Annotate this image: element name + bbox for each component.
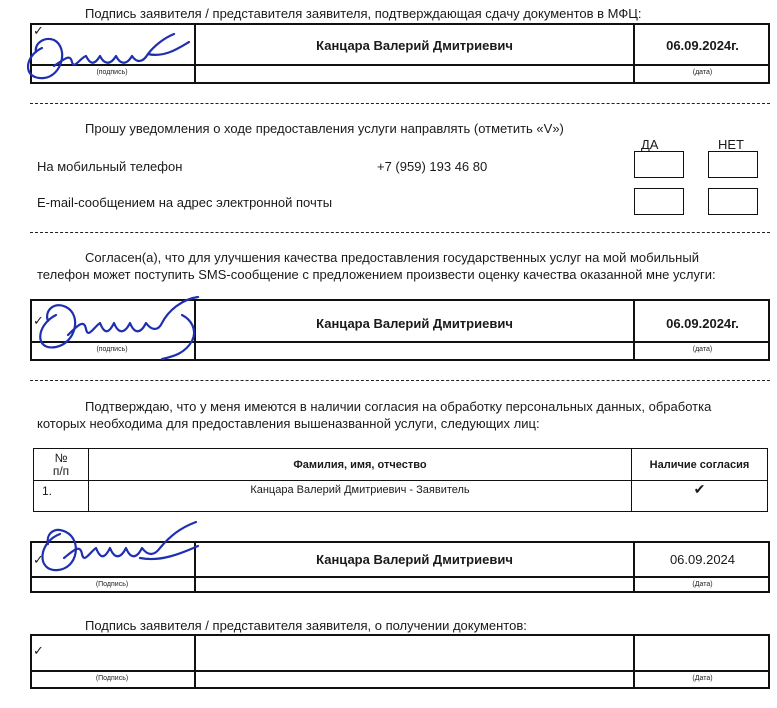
signature-caption: (Подпись) <box>95 581 129 588</box>
consent-table <box>33 448 768 512</box>
sign-date: 06.09.2024 <box>669 552 736 567</box>
row-num: 1. <box>34 481 89 512</box>
sign-date: 06.09.2024г. <box>666 316 739 331</box>
checkmark: ✓ <box>33 643 44 658</box>
date-caption: (дата) <box>692 346 713 353</box>
table-row <box>34 481 768 512</box>
applicant-name: Канцара Валерий Дмитриевич <box>316 552 513 567</box>
applicant-name: Канцара Валерий Дмитриевич <box>316 316 513 331</box>
applicant-name: Канцара Валерий Дмитриевич <box>316 38 513 53</box>
phone-yes-checkbox[interactable] <box>634 151 684 178</box>
col-num-header: № п/п <box>34 449 89 481</box>
sms-consent-text-line2: телефон может поступить SMS-сообщение с предложением произвести оценку качества оказанной мне услуги: <box>37 267 716 282</box>
email-no-checkbox[interactable] <box>708 188 758 215</box>
checkmark: ✓ <box>33 313 44 328</box>
date-caption: (дата) <box>692 69 713 76</box>
col-name-header: Фамилия, имя, отчество <box>89 449 632 481</box>
signature-caption: (подпись) <box>96 69 128 76</box>
col-consent-header: Наличие согласия <box>632 449 768 481</box>
checkmark: ✓ <box>33 552 44 567</box>
pd-consent-text-line1: Подтверждаю, что у меня имеются в наличии согласия на обработку персональных данных, обработка <box>85 399 712 414</box>
notify-heading: Прошу уведомления о ходе предоставления услуги направлять (отметить «V») <box>85 121 564 136</box>
sms-consent-text-line1: Согласен(а), что для улучшения качества предоставления государственных услуг на мой мобильный <box>85 250 699 265</box>
sign-date: 06.09.2024г. <box>666 38 739 53</box>
handwritten-signature-1 <box>14 18 204 88</box>
pd-consent-text-line2: которых необходима для предоставления вышеназванной услуги, следующих лиц: <box>37 416 540 431</box>
handwritten-signature-3 <box>20 512 210 582</box>
phone-no-checkbox[interactable] <box>708 151 758 178</box>
section5-heading: Подпись заявителя / представителя заявителя, о получении документов: <box>85 618 527 633</box>
yes-column-label: ДА <box>641 137 659 152</box>
email-yes-checkbox[interactable] <box>634 188 684 215</box>
no-column-label: НЕТ <box>718 137 744 152</box>
date-caption: (Дата) <box>692 675 713 682</box>
checkmark: ✓ <box>33 23 44 38</box>
email-label: E-mail-сообщением на адрес электронной почты <box>37 195 333 210</box>
signature-caption: (Подпись) <box>95 675 129 682</box>
handwritten-signature-2 <box>22 285 222 365</box>
date-caption: (Дата) <box>692 581 713 588</box>
phone-number: +7 (959) 193 46 80 <box>377 159 488 174</box>
phone-label: На мобильный телефон <box>37 159 183 174</box>
signature-caption: (подпись) <box>96 346 128 353</box>
row-consent-check: ✔ <box>632 481 768 512</box>
section1-heading: Подпись заявителя / представителя заявителя, подтверждающая сдачу документов в МФЦ: <box>85 6 642 21</box>
row-name: Канцара Валерий Дмитриевич - Заявитель <box>89 481 632 512</box>
